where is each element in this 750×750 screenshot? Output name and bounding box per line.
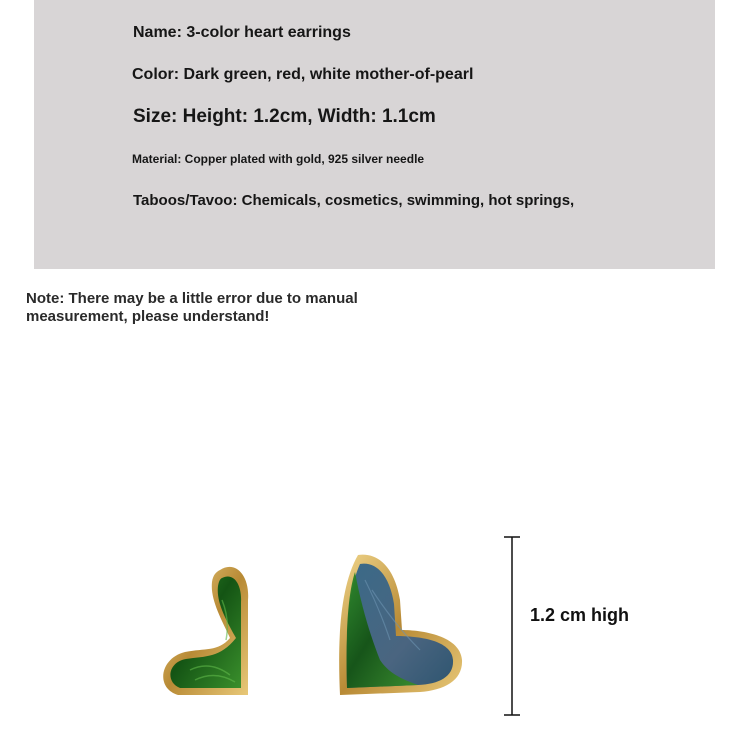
spec-name: Name: 3-color heart earrings — [133, 24, 351, 41]
right-heart-earring — [339, 555, 462, 695]
note-line-2: measurement, please understand! — [26, 308, 270, 325]
earrings-photo — [150, 530, 480, 730]
note-line-1: Note: There may be a little error due to manual — [26, 290, 358, 307]
left-heart-earring — [163, 567, 248, 695]
height-dimension-line — [500, 530, 530, 720]
spec-panel — [34, 0, 715, 269]
measurement-note — [26, 290, 446, 326]
height-label: 1.2 cm high — [530, 605, 630, 625]
spec-material: Material: Copper plated with gold, 925 silver needle — [132, 152, 425, 166]
spec-size: Size: Height: 1.2cm, Width: 1.1cm — [133, 106, 436, 127]
spec-color: Color: Dark green, red, white mother-of-pearl — [132, 66, 474, 83]
spec-taboos: Taboos/Tavoo: Chemicals, cosmetics, swimming, hot springs, — [133, 192, 575, 209]
